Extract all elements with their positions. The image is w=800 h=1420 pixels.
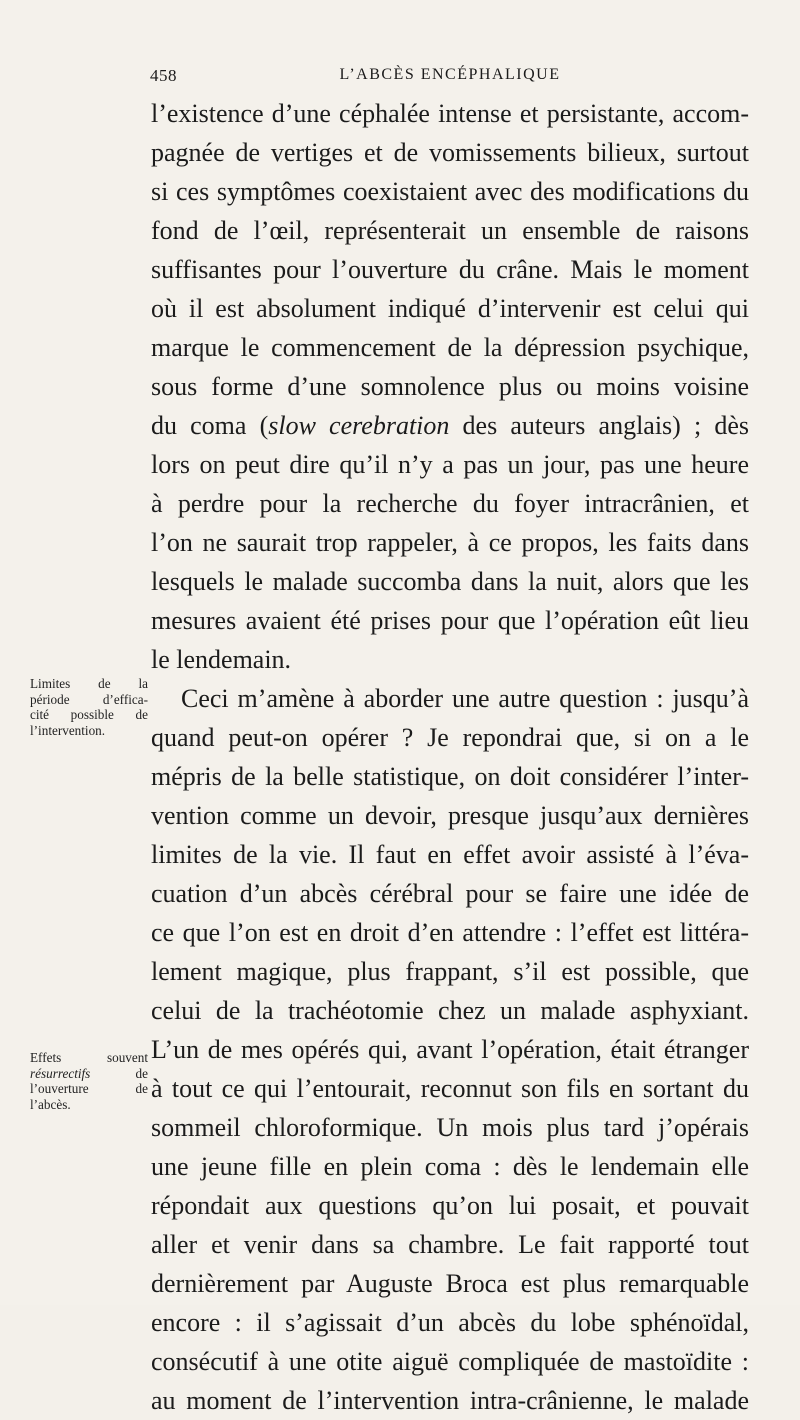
text-line: où il est absolument indiqué d’intervenir est celui qui (151, 294, 749, 323)
text-line: suffisantes pour l’ouverture du crâne. Mais le moment (151, 255, 749, 284)
text-line: à tout ce qui l’entourait, reconnut son fils en sortant du (151, 1074, 749, 1103)
text-line: ce que l’on est en droit d’en attendre : l’effet est littéra- (151, 918, 749, 947)
text-line: marque le commencement de la dépression psychique, (151, 333, 749, 362)
running-title: L’ABCÈS ENCÉPHALIQUE (339, 66, 561, 83)
text-line: au moment de l’intervention intra-crânienne, le malade (151, 1386, 749, 1415)
page-header (150, 66, 750, 88)
text-line: fond de l’œil, représenterait un ensemble de raisons (151, 216, 749, 245)
text-line: répondait aux questions qu’on lui posait, et pouvait (151, 1191, 749, 1220)
text-line: L’un de mes opérés qui, avant l’opération, était étranger (151, 1035, 749, 1064)
text-run: des auteurs anglais) ; dès (449, 411, 749, 440)
text-line: lement magique, plus frappant, s’il est possible, que (151, 957, 749, 986)
margin-note-limits (30, 676, 148, 738)
margin-note-line (30, 1066, 148, 1082)
text-line: à perdre pour la recherche du foyer intracrânien, et (151, 489, 749, 518)
margin-note-line: l’abcès. (30, 1096, 71, 1112)
text-line: lesquels le malade succomba dans la nuit, alors que les (151, 567, 749, 596)
text-line: lors on peut dire qu’il n’y a pas un jour, pas une heure (151, 450, 749, 479)
text-line: si ces symptômes coexistaient avec des modifications du (151, 177, 749, 206)
text-line: vention comme un devoir, presque jusqu’aux dernières (151, 801, 749, 830)
text-line-with-italic (151, 406, 749, 445)
margin-note-line: période d’effica- (30, 691, 148, 707)
text-line: celui de la trachéotomie chez un malade asphyxiant. (151, 996, 749, 1025)
margin-note-line: Effets souvent (30, 1050, 148, 1065)
text-line: dernièrement par Auguste Broca est plus remarquable (151, 1269, 749, 1298)
text-line: sous forme d’une somnolence plus ou moins voisine (151, 372, 749, 401)
margin-note-line: l’ouverture de (30, 1081, 148, 1096)
text-line: mesures avaient été prises pour que l’opération eût lieu (151, 606, 749, 635)
text-line: sommeil chloroformique. Un mois plus tard j’opérais (151, 1113, 749, 1142)
text-line: l’on ne saurait trop rappeler, à ce propos, les faits dans (151, 528, 749, 557)
text-line: Ceci m’amène à aborder une autre question : jusqu’à (181, 684, 749, 713)
text-line: pagnée de vertiges et de vomissements bilieux, surtout (151, 138, 749, 167)
body-text (151, 94, 749, 1420)
text-line: quand peut-on opérer ? Je repondrai que, si on a le (151, 723, 749, 752)
text-line: l’existence d’une céphalée intense et persistante, accom- (151, 99, 749, 128)
margin-note-line: l’intervention. (30, 722, 106, 738)
text-line: le lendemain. (151, 645, 292, 674)
text-line: limites de la vie. Il faut en effet avoir assisté à l’éva- (151, 840, 749, 869)
text-line: une jeune fille en plein coma : dès le lendemain elle (151, 1152, 749, 1181)
italic-term: résurrectifs (30, 1065, 91, 1081)
text-line: aller et venir dans sa chambre. Le fait rapporté tout (151, 1230, 749, 1259)
page-number: 458 (150, 66, 177, 85)
italic-term: slow cerebration (268, 411, 450, 440)
text-line: encore : il s’agissait d’un abcès du lobe sphénoïdal, (151, 1308, 749, 1337)
text-line: consécutif à une otite aiguë compliquée de mastoïdite : (151, 1347, 749, 1376)
text-run: du coma ( (151, 411, 269, 440)
margin-note-effects (30, 1050, 148, 1112)
text-run: de (90, 1065, 148, 1081)
margin-note-line: cité possible de (30, 707, 148, 722)
margin-note-line: Limites de la (30, 676, 148, 691)
text-line: cuation d’un abcès cérébral pour se faire une idée de (151, 879, 749, 908)
text-line: mépris de la belle statistique, on doit considérer l’inter- (151, 762, 749, 791)
